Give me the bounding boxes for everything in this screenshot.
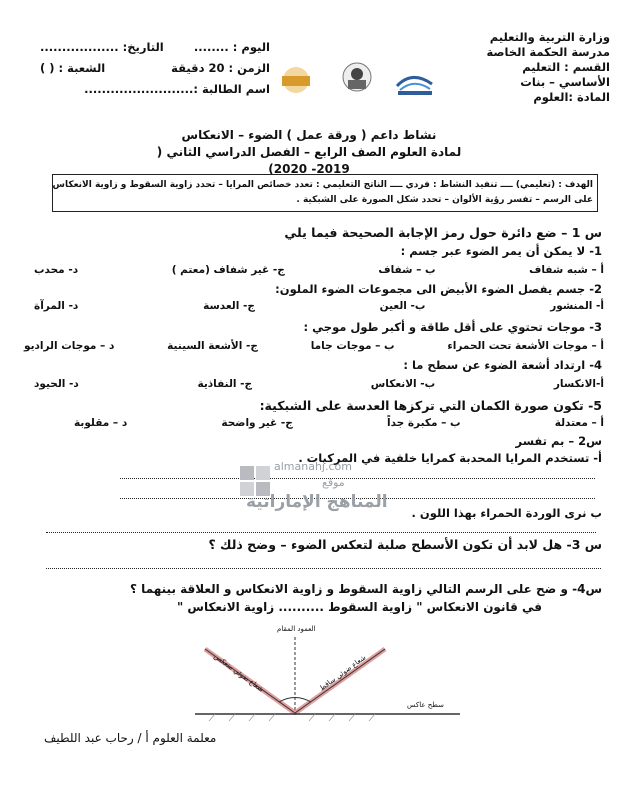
- title-line-2: لمادة العلوم الصف الرابع – الفصل الدراسي الثاني ( 2019- 2020): [156, 145, 462, 176]
- option[interactable]: ب – شفاف: [378, 264, 436, 276]
- q2-heading: س2 – بم تفسر: [515, 434, 602, 448]
- q2-part-a: أ- تستخدم المرايا المحدبة كمرايا خلفية في المركبات .: [298, 451, 602, 465]
- option[interactable]: ب – موجات جاما: [310, 340, 395, 352]
- option[interactable]: ب- الانعكاس: [370, 378, 436, 390]
- q2-part-b: ب نرى الوردة الحمراء بهذا اللون .: [411, 506, 602, 520]
- q1-item-5-options: [74, 417, 604, 429]
- stage-label: الأساسي – بنات: [520, 75, 610, 89]
- option[interactable]: ج- الأشعة السينية: [167, 340, 258, 352]
- logos: [272, 60, 442, 102]
- option[interactable]: د- محدب: [34, 264, 79, 276]
- option[interactable]: د- الحيود: [34, 378, 79, 390]
- q1-item-3-stem: 3- موجات تحتوي على أقل طاقة و أكبر طول موجي :: [303, 320, 602, 334]
- option[interactable]: ب – مكبرة جداً: [386, 417, 461, 429]
- q1-item-5-stem: 5- تكون صورة الكمان التي تركزها العدسة على الشبكية:: [259, 398, 602, 413]
- q4-heading: س4- و ضح على الرسم التالي زاوية السقوط و زاوية الانعكاس و العلاقة بينهما ؟: [130, 582, 602, 596]
- option[interactable]: أ- المنشور: [550, 300, 604, 312]
- department-label: القسم : التعليم: [522, 60, 610, 74]
- watermark-site: almanahj.com: [274, 460, 352, 473]
- objectives-line-1: الهدف : (تعليمي) ــــ تنفيذ النشاط : فردي ــــ الناتج التعليمي : تعدد خصائص المرايا – تحدد زاوية السقوط و زاوية الانعكاس: [52, 180, 593, 190]
- day-field[interactable]: اليوم : ........: [193, 40, 270, 54]
- answer-line[interactable]: [46, 532, 596, 533]
- option[interactable]: د – مقلوبة: [74, 417, 128, 429]
- ministry-name: وزارة التربية والتعليم: [489, 30, 610, 44]
- meta-fields: [40, 40, 270, 97]
- title-line-1: نشاط داعم ( ورقة عمل ) الضوء – الانعكاس: [181, 128, 437, 142]
- q1-item-1-stem: 1- لا يمكن أن يمر الضوء عبر جسم :: [400, 244, 602, 258]
- q1-item-4-stem: 4- ارتداد أشعة الضوء عن سطح ما :: [403, 358, 602, 372]
- option[interactable]: ج- العدسة: [203, 300, 255, 312]
- option[interactable]: أ – موجات الأشعة تحت الحمراء: [447, 340, 604, 352]
- reflection-diagram: [195, 625, 465, 725]
- surface-hatching: [209, 714, 375, 721]
- q1-item-4-options: [34, 378, 604, 390]
- option[interactable]: أ – شبه شفاف: [529, 264, 604, 276]
- q4-law: في قانون الانعكاس " زاوية السقوط .......... زاوية الانعكاس ": [176, 600, 542, 614]
- answer-line[interactable]: [46, 568, 601, 569]
- teacher-signature: معلمة العلوم أ / رحاب عبد اللطيف: [44, 731, 217, 745]
- option[interactable]: أ-الانكسار: [553, 378, 604, 390]
- student-name-field[interactable]: اسم الطالبة :.........................: [84, 82, 270, 96]
- q1-item-2-options: [34, 300, 604, 312]
- reflected-ray: [295, 649, 385, 713]
- school-info: [440, 30, 610, 105]
- surface-label: سطح عاكس: [407, 701, 444, 709]
- objectives-box: [52, 174, 598, 212]
- option[interactable]: ج- غير واضحة: [221, 417, 293, 429]
- ministry-logo-icon: [272, 60, 442, 102]
- school-name: مدرسة الحكمة الخاصة: [486, 45, 610, 59]
- q1-item-2-stem: 2- جسم يفصل الضوء الأبيض الى مجموعات الضوء الملون:: [275, 282, 602, 296]
- q1-heading: س 1 – ضع دائرة حول رمز الإجابة الصحيحة فيما يلي: [284, 225, 602, 240]
- section-field[interactable]: الشعبة : ( ): [40, 61, 106, 75]
- title-box: [148, 127, 470, 176]
- incident-label: شعاع ضوئي ساقط: [317, 653, 368, 693]
- option[interactable]: أ – معتدلة: [554, 417, 604, 429]
- option[interactable]: ج- غير شفاف (معتم ): [171, 264, 285, 276]
- q1-item-1-options: [34, 264, 604, 276]
- watermark-title: المناهج الإماراتية: [246, 492, 388, 512]
- objectives-line-2: على الرسم – تفسر رؤية الألوان – تحدد شكل الصورة على الشبكية .: [296, 195, 593, 205]
- date-field[interactable]: التاريخ: ..................: [40, 40, 164, 54]
- normal-label: العمود المقام: [277, 625, 316, 633]
- time-label: الزمن : 20 دقيقة: [171, 61, 270, 75]
- q1-item-3-options: [24, 340, 604, 352]
- option[interactable]: ب- العين: [379, 300, 426, 312]
- q3-heading: س 3- هل لابد أن تكون الأسطح صلبة لتعكس الضوء – وضح ذلك ؟: [208, 537, 602, 552]
- option[interactable]: د – موجات الراديو: [24, 340, 115, 352]
- option[interactable]: ج- النفاذية: [197, 378, 253, 390]
- reflected-label: شعاع ضوئي منعكس: [212, 652, 266, 694]
- option[interactable]: د- المرآة: [34, 300, 79, 312]
- subject-label: المادة :العلوم: [533, 90, 610, 104]
- watermark-word: موقع: [322, 476, 345, 489]
- watermark: [238, 458, 408, 528]
